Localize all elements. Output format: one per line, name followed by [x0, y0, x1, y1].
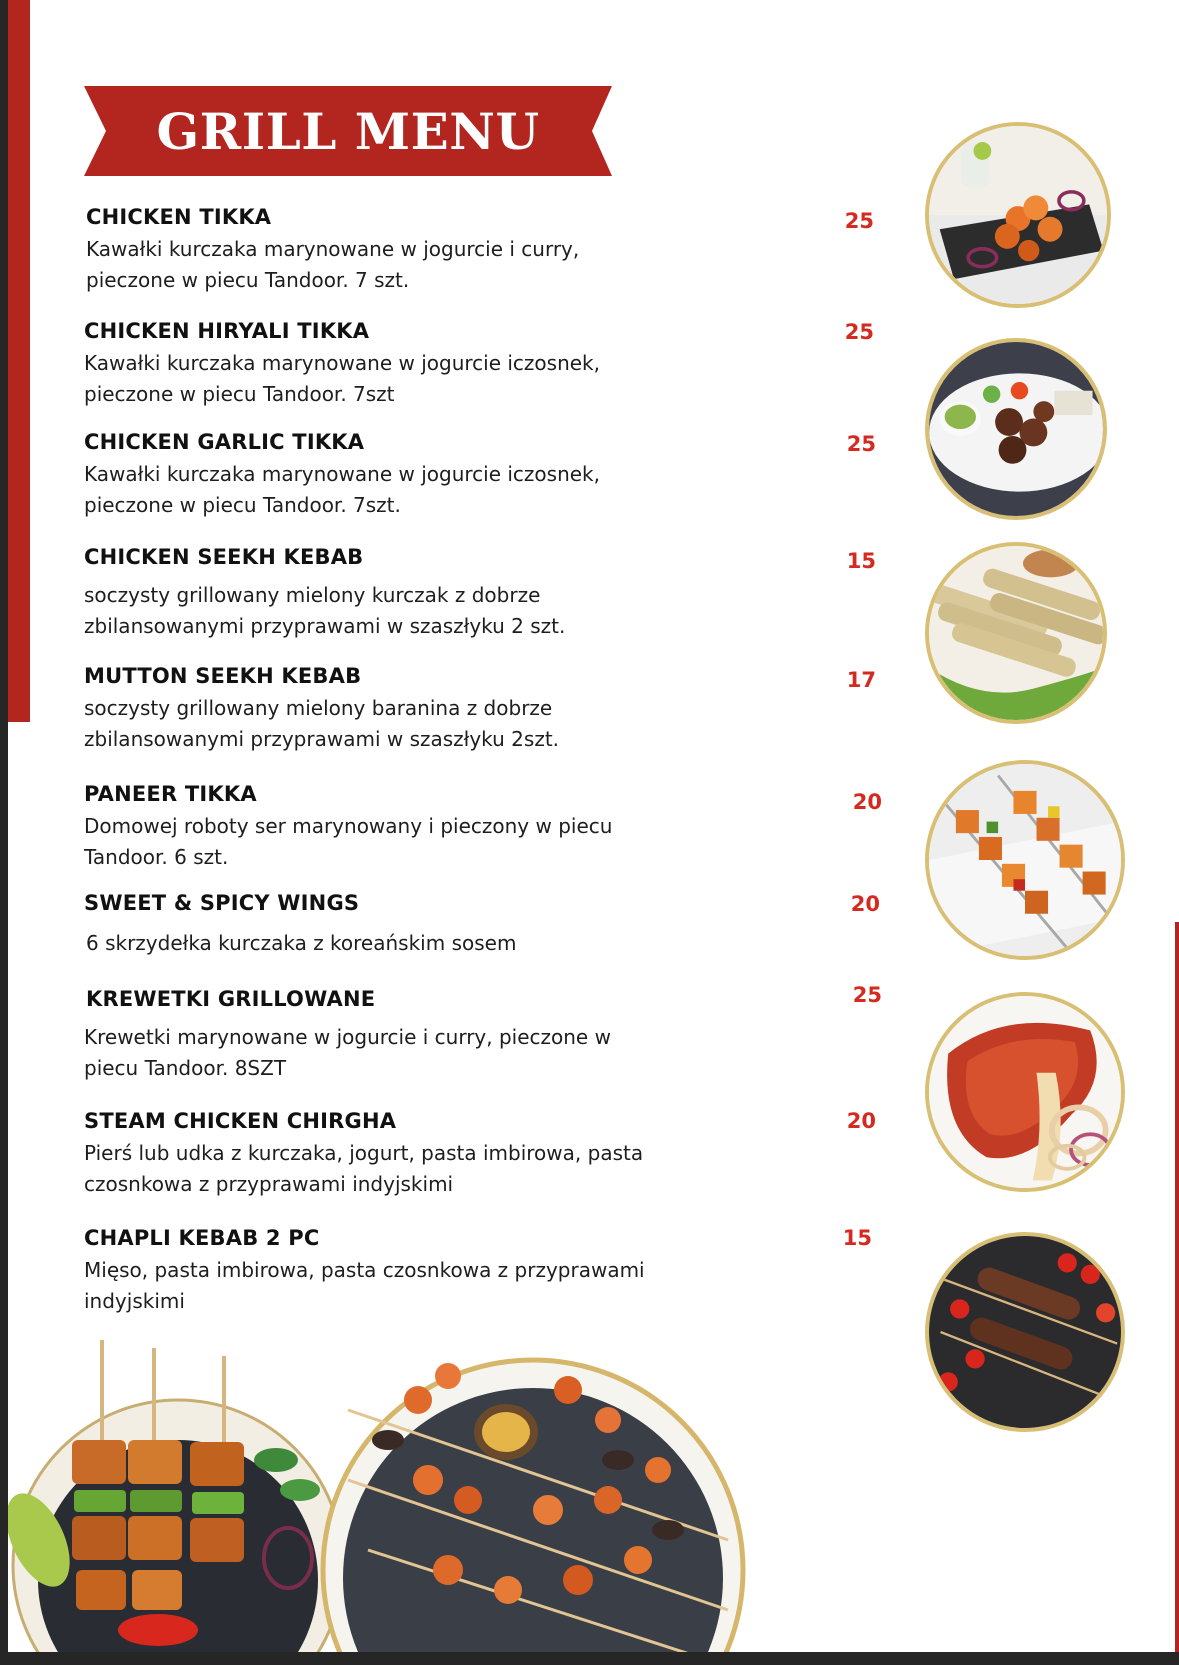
- item-description: Kawałki kurczaka marynowane w jogurcie iczosnek, pieczone w piecu Tandoor. 7szt.: [84, 462, 600, 517]
- menu-item-chapli-kebab: [84, 1224, 804, 1317]
- item-price: 17: [846, 668, 876, 692]
- item-name: MUTTON SEEKH KEBAB: [84, 664, 362, 688]
- menu-item-chicken-seekh-kebab: [84, 543, 804, 642]
- title-banner: [84, 86, 612, 176]
- item-description: Kawałki kurczaka marynowane w jogurcie iczosnek, pieczone w piecu Tandoor. 7szt: [84, 351, 600, 406]
- hariyali-tikka-photo: [925, 338, 1107, 520]
- item-price: 15: [846, 549, 876, 573]
- item-description: soczysty grillowany mielony kurczak z dobrze zbilansowanymi przyprawami w szaszłyku 2 szt.: [84, 583, 566, 638]
- item-name: CHICKEN GARLIC TIKKA: [84, 430, 365, 454]
- bottom-photo-collage: [8, 1330, 788, 1652]
- paneer-skewers-photo: [8, 1340, 343, 1652]
- seafood-platter-photo: [323, 1360, 743, 1652]
- menu-item-mutton-seekh-kebab: [84, 662, 804, 755]
- item-description: 6 skrzydełka kurczaka z koreańskim sosem: [86, 931, 517, 955]
- item-price: 15: [842, 1226, 872, 1250]
- item-description: Krewetki marynowane w jogurcie i curry, pieczone w piecu Tandoor. 8SZT: [84, 1025, 611, 1080]
- menu-item-chicken-tikka: [86, 203, 806, 296]
- item-name: CHICKEN HIRYALI TIKKA: [84, 319, 370, 343]
- item-price: 25: [852, 983, 882, 1007]
- item-name: CHICKEN TIKKA: [86, 205, 272, 229]
- item-description: soczysty grillowany mielony baranina z dobrze zbilansowanymi przyprawami w szaszłyku 2szt.: [84, 696, 560, 751]
- menu-item-chicken-hiryali-tikka: [84, 317, 804, 410]
- menu-page: [8, 0, 1179, 1652]
- right-accent-bar: [1175, 922, 1179, 1652]
- menu-item-paneer-tikka: [84, 780, 804, 873]
- item-price: 20: [852, 790, 882, 814]
- left-accent-bar: [8, 0, 30, 722]
- item-price: 25: [844, 320, 874, 344]
- menu-item-krewetki-grillowane: [84, 985, 804, 1084]
- item-name: STEAM CHICKEN CHIRGHA: [84, 1109, 397, 1133]
- item-description: Pierś lub udka z kurczaka, jogurt, pasta imbirowa, pasta czosnkowa z przyprawami indyjskimi: [84, 1141, 644, 1196]
- item-name: CHICKEN SEEKH KEBAB: [84, 545, 364, 569]
- paneer-tikka-photo: [925, 760, 1125, 960]
- tandoori-chicken-photo: [925, 992, 1125, 1192]
- menu-item-sweet-spicy-wings: [84, 889, 804, 959]
- page-title: GRILL MENU: [156, 101, 540, 161]
- item-price: 25: [844, 209, 874, 233]
- item-name: SWEET & SPICY WINGS: [84, 891, 360, 915]
- item-description: Domowej roboty ser marynowany i pieczony w piecu Tandoor. 6 szt.: [84, 814, 613, 869]
- item-name: KREWETKI GRILLOWANE: [86, 987, 376, 1011]
- menu-item-chicken-garlic-tikka: [84, 428, 804, 521]
- item-description: Kawałki kurczaka marynowane w jogurcie i curry, pieczone w piecu Tandoor. 7 szt.: [86, 237, 580, 292]
- item-name: PANEER TIKKA: [84, 782, 257, 806]
- item-price: 20: [850, 892, 880, 916]
- menu-item-steam-chicken-chirgha: [84, 1107, 804, 1200]
- item-name: CHAPLI KEBAB 2 PC: [84, 1226, 320, 1250]
- item-price: 20: [846, 1109, 876, 1133]
- chicken-tikka-photo: [925, 122, 1111, 308]
- chapli-kebab-photo: [925, 1232, 1125, 1432]
- item-description: Mięso, pasta imbirowa, pasta czosnkowa z przyprawami indyjskimi: [84, 1258, 645, 1313]
- item-price: 25: [846, 432, 876, 456]
- seekh-kebab-photo: [925, 542, 1107, 724]
